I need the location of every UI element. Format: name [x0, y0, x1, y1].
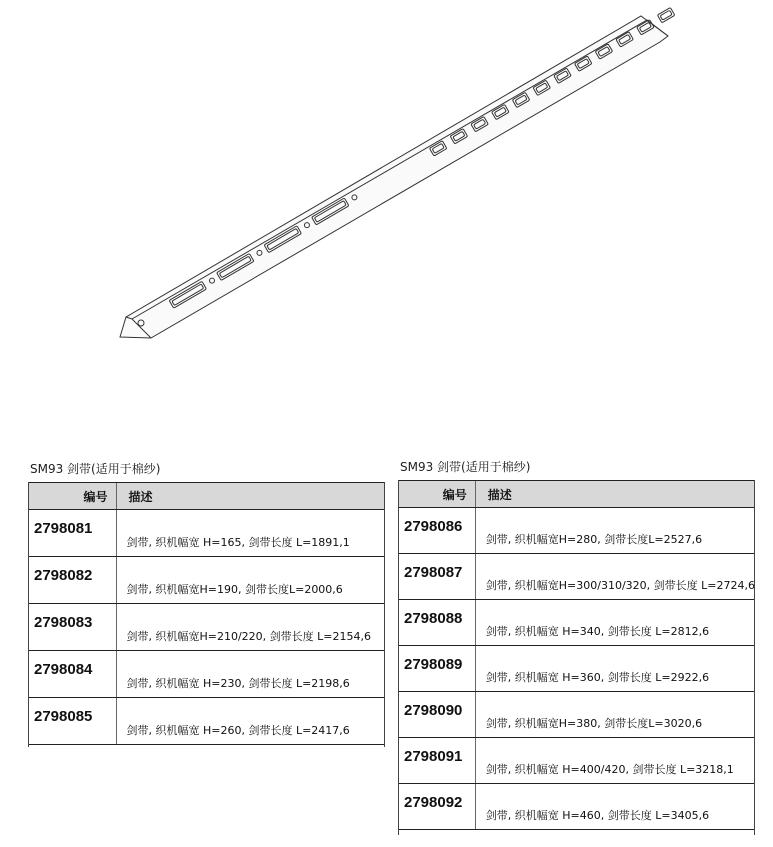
part-number: 2798083	[28, 604, 116, 651]
part-number: 2798086	[398, 508, 475, 554]
part-description: 剑带, 织机幅宽 H=360, 剑带长度 L=2922,6	[475, 646, 755, 692]
part-description: 剑带, 织机幅宽 H=260, 剑带长度 L=2417,6	[116, 698, 385, 745]
part-number: 2798088	[398, 600, 475, 646]
part-description: 剑带, 织机幅宽H=380, 剑带长度L=3020,6	[475, 692, 755, 738]
part-description: 剑带, 织机幅宽H=280, 剑带长度L=2527,6	[475, 508, 755, 554]
part-description: 剑带, 织机幅宽 H=165, 剑带长度 L=1891,1	[116, 510, 385, 557]
table-row	[398, 692, 755, 738]
table-row	[28, 651, 385, 698]
part-number: 2798081	[28, 510, 116, 557]
table-row	[28, 510, 385, 557]
part-number: 2798082	[28, 557, 116, 604]
table-row	[28, 557, 385, 604]
part-description: 剑带, 织机幅宽 H=340, 剑带长度 L=2812,6	[475, 600, 755, 646]
part-number: 2798087	[398, 554, 475, 600]
table-header-row	[398, 481, 755, 508]
desc-column-header: 描述	[475, 481, 755, 508]
tape-drive-slot-inner	[660, 10, 672, 20]
table-row	[398, 738, 755, 784]
left-table-caption: SM93 剑带(适用于棉纱)	[30, 462, 161, 476]
tape-drive-slot	[657, 8, 674, 23]
code-column-header: 编号	[398, 481, 475, 508]
part-description: 剑带, 织机幅宽 H=230, 剑带长度 L=2198,6	[116, 651, 385, 698]
right-parts-table	[398, 480, 755, 830]
part-number: 2798092	[398, 784, 475, 830]
part-description: 剑带, 织机幅宽H=210/220, 剑带长度 L=2154,6	[116, 604, 385, 651]
right-table-caption: SM93 剑带(适用于棉纱)	[400, 460, 531, 474]
table-row	[398, 508, 755, 554]
table-row	[398, 554, 755, 600]
table-row	[28, 604, 385, 651]
code-column-header: 编号	[28, 483, 116, 510]
table-row	[28, 698, 385, 745]
part-description: 剑带, 织机幅宽 H=460, 剑带长度 L=3405,6	[475, 784, 755, 830]
part-description: 剑带, 织机幅宽 H=400/420, 剑带长度 L=3218,1	[475, 738, 755, 784]
table-row	[398, 784, 755, 830]
part-number: 2798091	[398, 738, 475, 784]
part-description: 剑带, 织机幅宽H=300/310/320, 剑带长度 L=2724,6	[475, 554, 755, 600]
left-parts-table	[28, 482, 385, 745]
table-row	[398, 600, 755, 646]
part-description: 剑带, 织机幅宽H=190, 剑带长度L=2000,6	[116, 557, 385, 604]
table-header-row	[28, 483, 385, 510]
table-row	[398, 646, 755, 692]
desc-column-header: 描述	[116, 483, 385, 510]
part-number: 2798084	[28, 651, 116, 698]
part-number: 2798089	[398, 646, 475, 692]
part-number: 2798090	[398, 692, 475, 738]
part-number: 2798085	[28, 698, 116, 745]
